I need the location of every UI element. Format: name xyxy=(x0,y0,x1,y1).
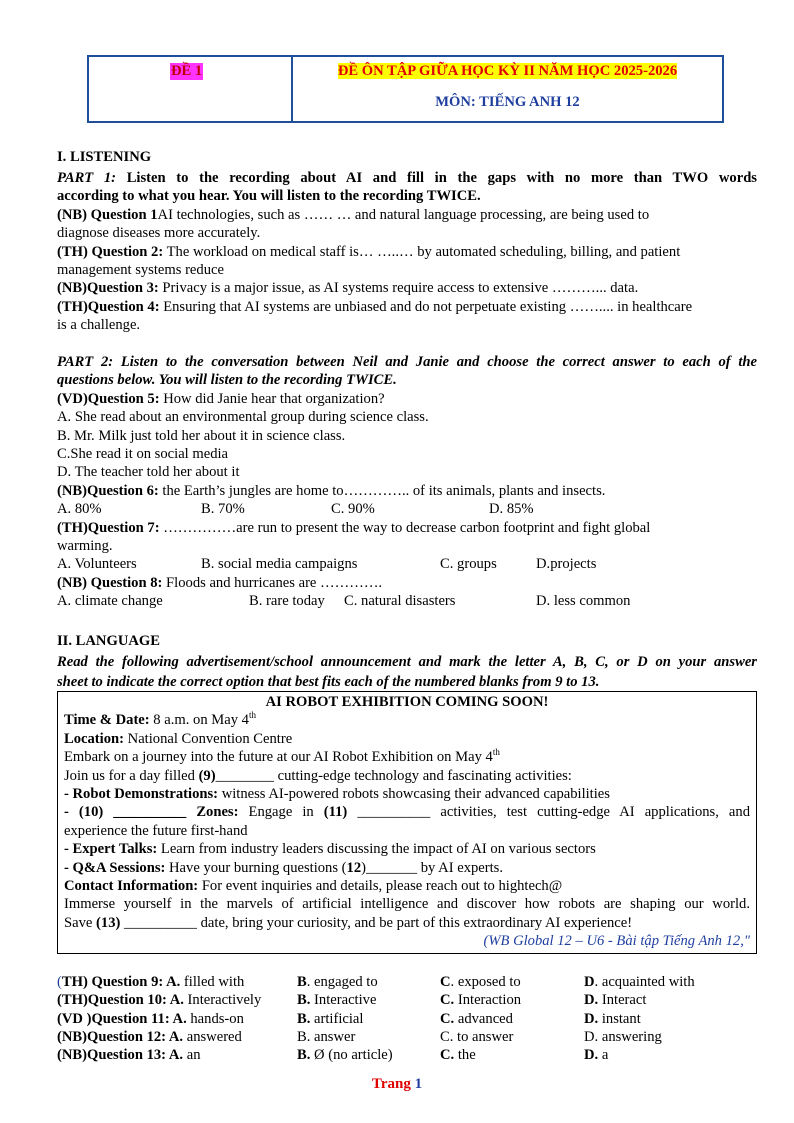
question-8-option-d: D. less common xyxy=(536,593,631,609)
header-left-cell xyxy=(89,57,293,121)
question-7: (TH)Question 7: ……………are run to present the way to decrease carbon footprint and fight global xyxy=(57,520,651,536)
part1-instruction-cont: according to what you hear. You will listen to the recording TWICE. xyxy=(57,188,481,204)
ad-save-date: Save (13) __________ date, bring your curiosity, and be part of this extraordinary AI experience! xyxy=(64,915,633,931)
question-11: (VD )Question 11: A. hands-on B. artificial C. advanced D. instant xyxy=(57,1011,641,1027)
question-4: (TH)Question 4: Ensuring that AI systems are unbiased and do not perpetuate existing …….... in healthcare xyxy=(57,299,693,315)
ad-immerse: Immerse yourself in the marvels of artificial intelligence and discover how robots are shaping our world. xyxy=(64,896,750,912)
question-7-option-a: A. Volunteers xyxy=(57,556,137,572)
exam-code: ĐỀ 1 xyxy=(171,63,203,79)
question-7-options xyxy=(57,555,757,573)
question-1-cont: diagnose diseases more accurately. xyxy=(57,225,261,241)
header-right-cell xyxy=(293,57,722,121)
question-8-option-b: B. rare today xyxy=(249,593,325,609)
question-6-options xyxy=(57,500,757,518)
question-8: (NB) Question 8: Floods and hurricanes are …………. xyxy=(57,575,383,591)
ad-contact: Contact Information: For event inquiries and details, please reach out to hightech@ xyxy=(64,878,563,894)
part2-instruction: PART 2: Listen to the conversation between Neil and Janie and choose the correct answer to each of the xyxy=(57,354,757,370)
question-9: (TH) Question 9: A. filled with B. engaged to C. exposed to D. acquainted with xyxy=(57,974,695,990)
question-5-option-a: A. She read about an environmental group during science class. xyxy=(57,409,429,425)
ad-join: Join us for a day filled (9)________ cutting-edge technology and fascinating activities: xyxy=(64,768,572,784)
page-number: 1 xyxy=(414,1076,423,1092)
question-8-options xyxy=(57,592,757,610)
question-6-option-a: A. 80% xyxy=(57,501,102,517)
header-table xyxy=(87,55,724,123)
section-heading-language: II. LANGUAGE xyxy=(57,633,160,649)
language-instruction-cont: sheet to indicate the correct option that best fits each of the numbered blanks from 9 to 13. xyxy=(57,674,600,690)
question-5-option-b: B. Mr. Milk just told her about it in science class. xyxy=(57,428,346,444)
question-8-option-c: C. natural disasters xyxy=(344,593,456,609)
ad-zones: - (10) __________ Zones: Engage in (11) __________ activities, test cutting-edge AI applications, and xyxy=(64,804,750,820)
question-2-cont: management systems reduce xyxy=(57,262,224,278)
question-1: (NB) Question 1AI technologies, such as …… … and natural language processing, are being used to xyxy=(57,207,650,223)
question-7-cont: warming. xyxy=(57,538,113,554)
ad-robot-demos: - Robot Demonstrations: witness AI-powered robots showcasing their advanced capabilities xyxy=(64,786,610,802)
question-6: (NB)Question 6: the Earth’s jungles are home to………….. of its animals, plants and insects. xyxy=(57,483,606,499)
ad-title: AI ROBOT EXHIBITION COMING SOON! xyxy=(265,694,549,710)
question-2: (TH) Question 2: The workload on medical staff is… …..… by automated scheduling, billing, and patient xyxy=(57,244,681,260)
page-footer xyxy=(0,1076,794,1093)
exam-subject: MÔN: TIẾNG ANH 12 xyxy=(435,94,580,110)
question-10: (TH)Question 10: A. Interactively B. Interactive C. Interaction D. Interact xyxy=(57,992,647,1008)
ad-time-date: Time & Date: 8 a.m. on May 4th xyxy=(64,710,256,728)
question-5-option-d: D. The teacher told her about it xyxy=(57,464,240,480)
ad-zones-cont: experience the future first-hand xyxy=(64,823,248,839)
part1-instruction: PART 1: Listen to the recording about AI and fill in the gaps with no more than TWO words xyxy=(57,170,757,186)
page-label: Trang xyxy=(371,1076,415,1092)
ad-qa-sessions: - Q&A Sessions: Have your burning questions (12)_______ by AI experts. xyxy=(64,860,504,876)
question-4-cont: is a challenge. xyxy=(57,317,141,333)
question-13: (NB)Question 13: A. an B. Ø (no article) C. the D. a xyxy=(57,1047,609,1063)
section-heading-listening: I. LISTENING xyxy=(57,149,152,165)
language-instruction: Read the following advertisement/school announcement and mark the letter A, B, C, or D on your answer xyxy=(57,654,757,670)
question-6-option-c: C. 90% xyxy=(331,501,375,517)
ad-location: Location: National Convention Centre xyxy=(64,731,293,747)
ad-expert-talks: - Expert Talks: Learn from industry leaders discussing the impact of AI on various sectors xyxy=(64,841,596,857)
question-7-option-c: C. groups xyxy=(440,556,497,572)
ad-embark: Embark on a journey into the future at our AI Robot Exhibition on May 4th xyxy=(64,747,500,765)
question-6-option-b: B. 70% xyxy=(201,501,245,517)
question-6-option-d: D. 85% xyxy=(489,501,534,517)
question-5: (VD)Question 5: How did Janie hear that organization? xyxy=(57,391,385,407)
question-3: (NB)Question 3: Privacy is a major issue, as AI systems require access to extensive ………... data. xyxy=(57,280,639,296)
advertisement-box xyxy=(57,691,757,954)
part2-instruction-cont: questions below. You will listen to the recording TWICE. xyxy=(57,372,397,388)
question-5-option-c: C.She read it on social media xyxy=(57,446,229,462)
question-8-option-a: A. climate change xyxy=(57,593,163,609)
question-12: (NB)Question 12: A. answered B. answer C. to answer D. answering xyxy=(57,1029,662,1045)
ad-citation: (WB Global 12 – U6 - Bài tập Tiếng Anh 12," xyxy=(483,933,750,949)
question-7-option-b: B. social media campaigns xyxy=(201,556,358,572)
question-7-option-d: D.projects xyxy=(536,556,597,572)
exam-title: ĐỀ ÔN TẬP GIỮA HỌC KỲ II NĂM HỌC 2025-2026 xyxy=(337,63,678,79)
